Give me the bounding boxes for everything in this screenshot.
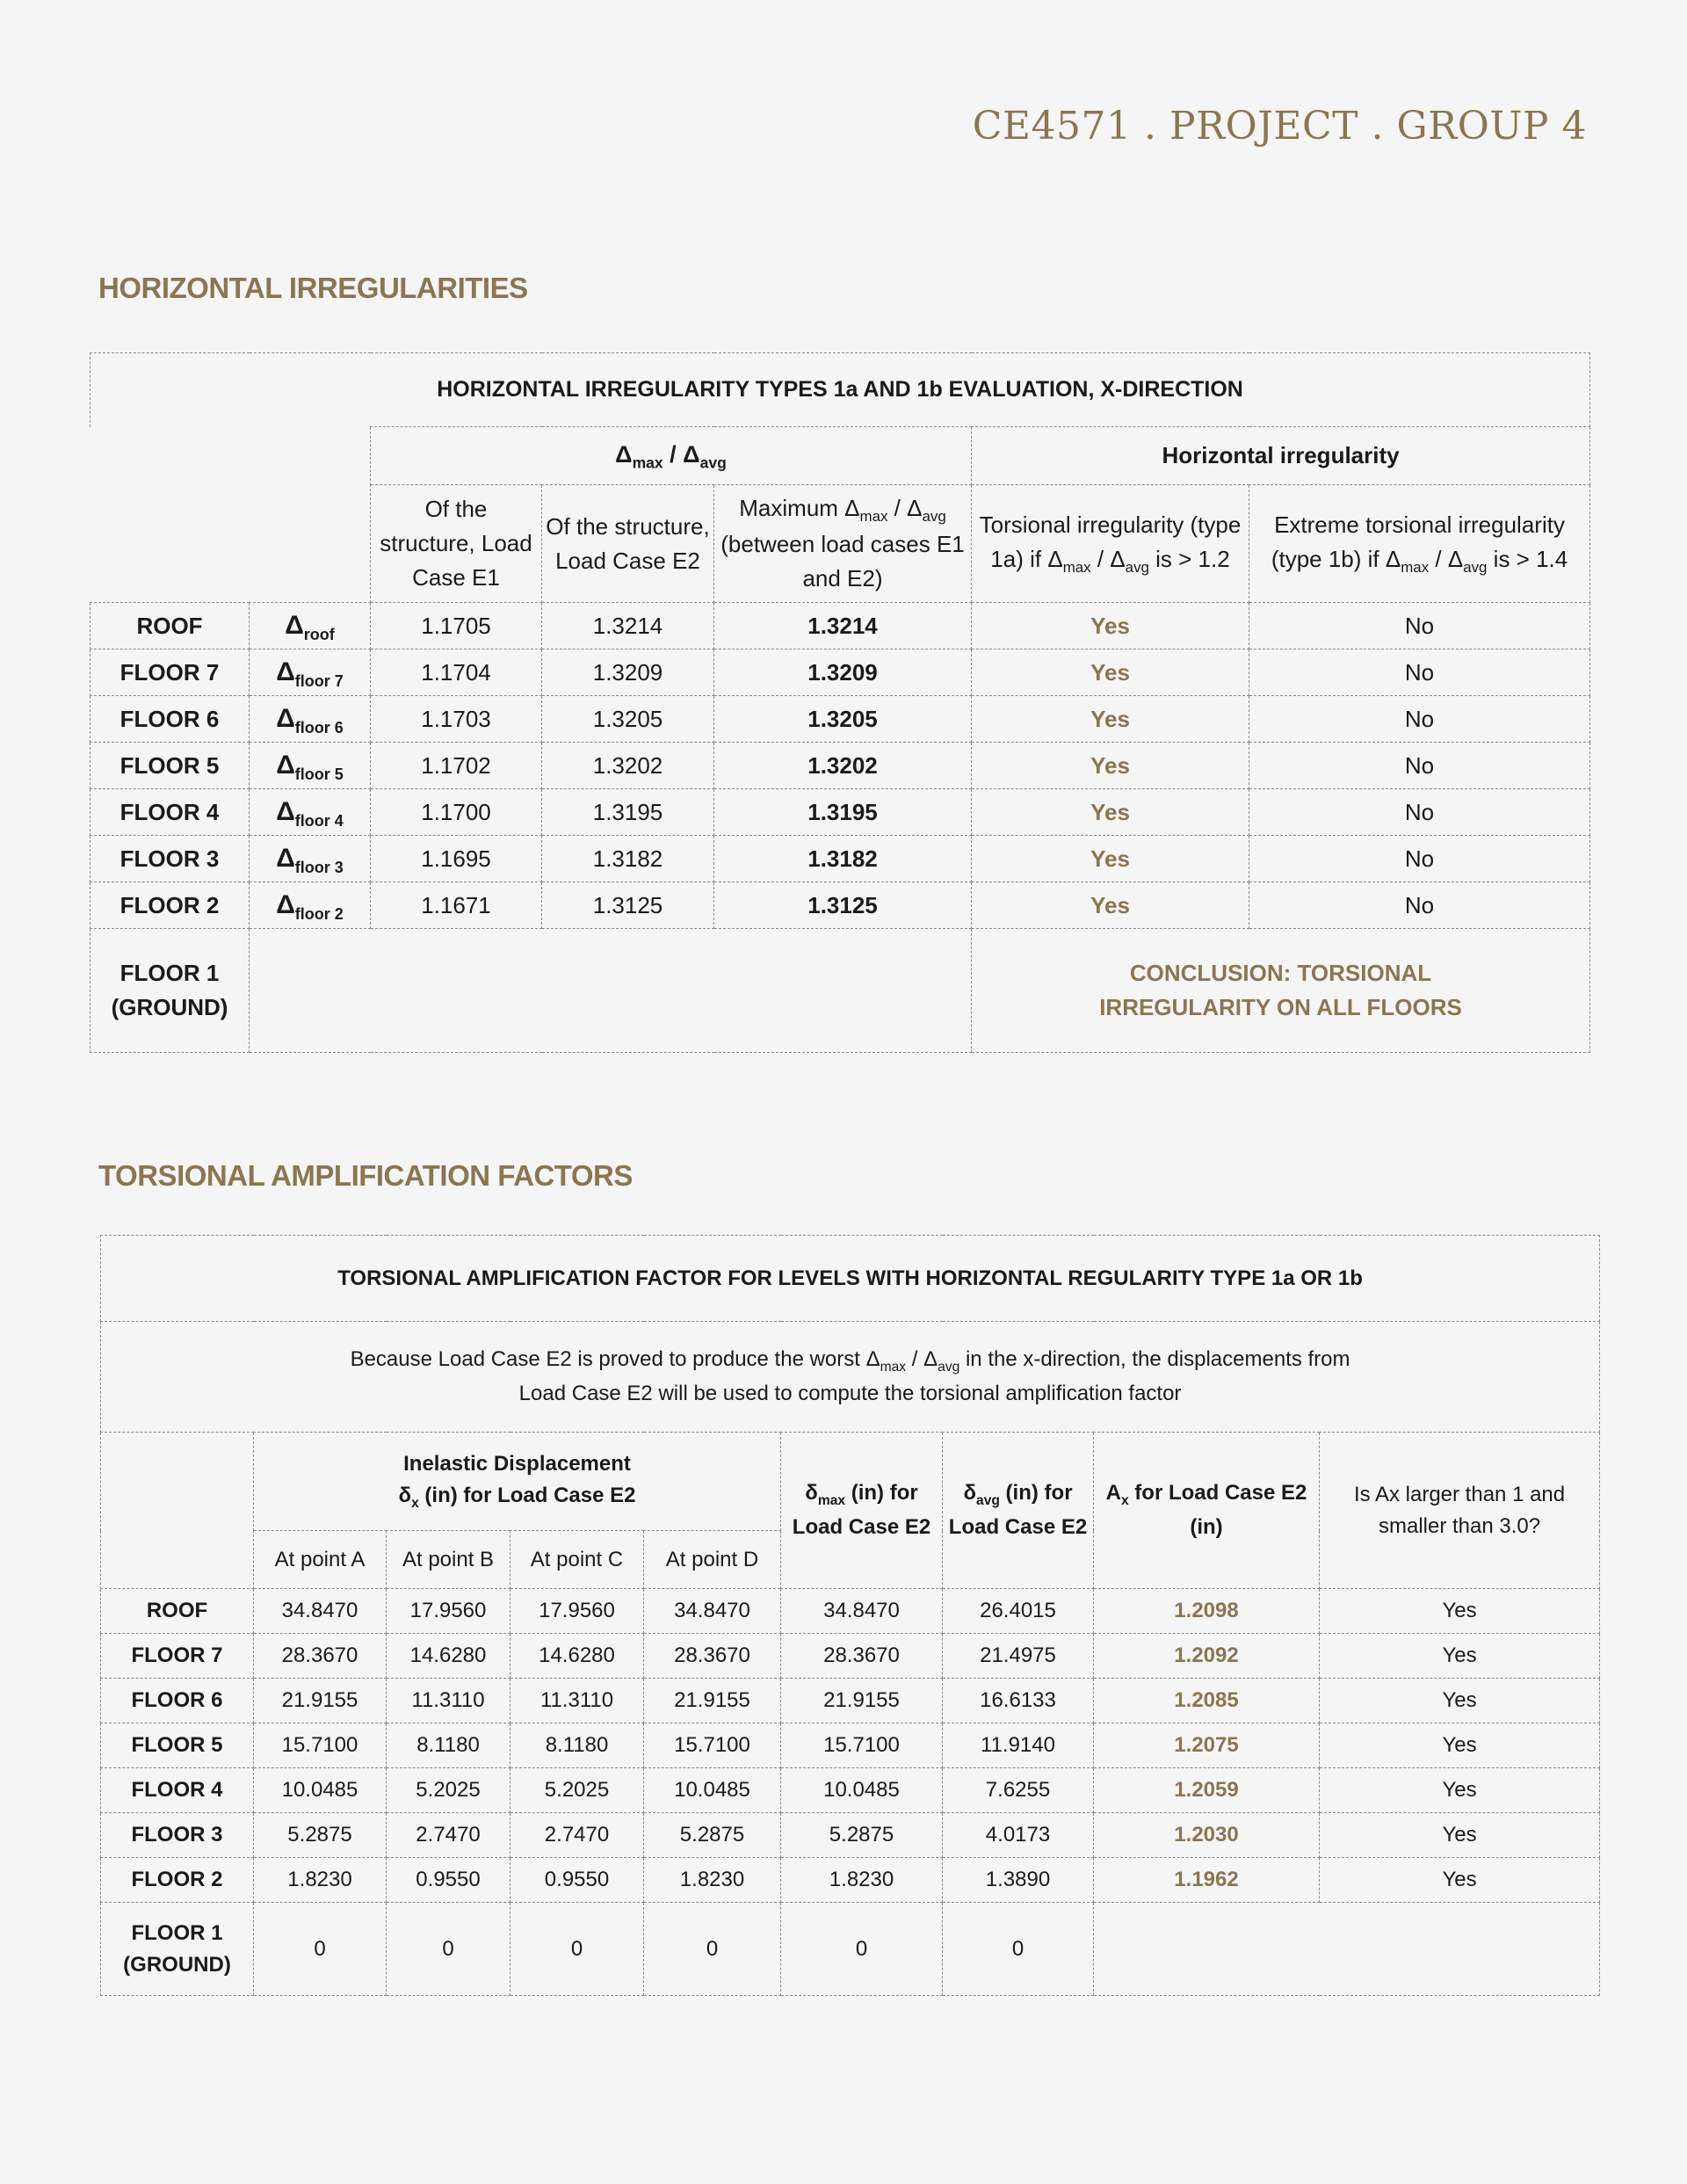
ratio-max-cell: 1.3214 (714, 603, 972, 649)
level-label: FLOOR 7 (91, 649, 250, 696)
table-title-row (91, 353, 1590, 427)
davg-cell: 4.0173 (943, 1813, 1094, 1858)
section-title-horizontal: HORIZONTAL IRREGULARITIES (98, 272, 528, 304)
point-c-cell: 5.2025 (510, 1768, 644, 1813)
table-row (91, 696, 1590, 743)
type-1a-cell: Yes (972, 649, 1249, 696)
ratio-max-cell: 1.3182 (714, 836, 972, 882)
document-header: CE4571 . PROJECT . GROUP 4 (972, 104, 1587, 149)
point-b-header: At point B (387, 1531, 510, 1589)
type-1b-cell: No (1249, 649, 1590, 696)
point-a-header: At point A (254, 1531, 387, 1589)
davg-cell: 11.9140 (943, 1723, 1094, 1768)
point-d-header: At point D (644, 1531, 781, 1589)
ratio-e1-cell: 1.1700 (371, 789, 542, 836)
horizontal-irregularity-table (90, 352, 1590, 1053)
point-a-cell: 10.0485 (254, 1768, 387, 1813)
type-1b-cell: No (1249, 696, 1590, 743)
ax-check-cell: Yes (1320, 1768, 1600, 1813)
table-row (101, 1634, 1600, 1679)
ax-cell: 1.1962 (1094, 1858, 1320, 1903)
ratio-e1-cell: 1.1695 (371, 836, 542, 882)
point-b-cell: 17.9560 (387, 1589, 510, 1634)
empty-corner-cell (91, 427, 371, 603)
level-label: FLOOR 2 (91, 882, 250, 929)
ax-check-header: Is Ax larger than 1 and smaller than 3.0? (1320, 1433, 1600, 1589)
type-1b-cell: No (1249, 836, 1590, 882)
point-d-cell: 28.3670 (644, 1634, 781, 1679)
drift-symbol: $\Delta_{floor 5}$ (250, 743, 371, 789)
davg-cell: 26.4015 (943, 1589, 1094, 1634)
level-label: FLOOR 3 (101, 1813, 254, 1858)
davg-cell: 21.4975 (943, 1634, 1094, 1679)
dmax-header: $\delta_{max}$ (in) for Load Case E2 (781, 1433, 943, 1589)
table-row (101, 1768, 1600, 1813)
level-label: FLOOR 4 (101, 1768, 254, 1813)
ratio-e2-cell: 1.3195 (542, 789, 714, 836)
table-row (91, 649, 1590, 696)
type-1a-cell: Yes (972, 743, 1249, 789)
point-c-cell: 8.1180 (510, 1723, 644, 1768)
ratio-e1-cell: 1.1702 (371, 743, 542, 789)
point-d-cell: 10.0485 (644, 1768, 781, 1813)
ax-cell: 1.2075 (1094, 1723, 1320, 1768)
group-header-row (91, 427, 1590, 485)
drift-symbol: $\Delta_{floor 3}$ (250, 836, 371, 882)
table-row (101, 1723, 1600, 1768)
davg-cell: 1.3890 (943, 1858, 1094, 1903)
point-b-cell: 2.7470 (387, 1813, 510, 1858)
table-row (91, 603, 1590, 649)
level-label: FLOOR 2 (101, 1858, 254, 1903)
type-1a-cell: Yes (972, 603, 1249, 649)
ratio-e2-cell: 1.3182 (542, 836, 714, 882)
ax-check-cell: Yes (1320, 1813, 1600, 1858)
table-row (91, 789, 1590, 836)
col-header-max: Maximum $\Delta_{max} / \Delta_{avg}$ (between load cases E1 and E2) (714, 485, 972, 603)
torsional-amplification-table (100, 1235, 1600, 1996)
point-c-cell: 11.3110 (510, 1679, 644, 1723)
ground-level-label: FLOOR 1 (GROUND) (91, 929, 250, 1053)
drift-symbol: $\Delta_{floor 2}$ (250, 882, 371, 929)
ratio-e1-cell: 1.1705 (371, 603, 542, 649)
point-c-cell: 2.7470 (510, 1813, 644, 1858)
table-row (101, 1858, 1600, 1903)
davg-header: $\delta_{avg}$ (in) for Load Case E2 (943, 1433, 1094, 1589)
ground-row (91, 929, 1590, 1053)
point-b-cell: 8.1180 (387, 1723, 510, 1768)
dmax-cell: 28.3670 (781, 1634, 943, 1679)
ax-check-cell: Yes (1320, 1679, 1600, 1723)
type-1a-cell: Yes (972, 882, 1249, 929)
ax-header: $A_x$ for Load Case E2 (in) (1094, 1433, 1320, 1589)
dmax-cell: 10.0485 (781, 1768, 943, 1813)
dmax-cell: 34.8470 (781, 1589, 943, 1634)
point-a-cell: 15.7100 (254, 1723, 387, 1768)
col-header-type-1a: Torsional irregularity (type 1a) if $\Delta_{max} / \Delta_{avg}$ is > 1.2 (972, 485, 1249, 603)
point-d-cell: 21.9155 (644, 1679, 781, 1723)
ax-check-cell: Yes (1320, 1589, 1600, 1634)
table-row (101, 1813, 1600, 1858)
ratio-e2-cell: 1.3209 (542, 649, 714, 696)
ratio-max-cell: 1.3205 (714, 696, 972, 743)
point-b-cell: 14.6280 (387, 1634, 510, 1679)
point-c-cell: 14.6280 (510, 1634, 644, 1679)
level-label: FLOOR 5 (101, 1723, 254, 1768)
ax-cell: 1.2098 (1094, 1589, 1320, 1634)
ground-point-a: 0 (254, 1903, 387, 1996)
table-title: HORIZONTAL IRREGULARITY TYPES 1a AND 1b EVALUATION, X-DIRECTION (91, 353, 1590, 427)
ratio-group-header: $\Delta_{max} / \Delta_{avg}$ (371, 427, 972, 485)
ratio-e2-cell: 1.3205 (542, 696, 714, 743)
level-label: FLOOR 4 (91, 789, 250, 836)
point-a-cell: 21.9155 (254, 1679, 387, 1723)
ground-empty-cell (1094, 1903, 1600, 1996)
point-c-cell: 17.9560 (510, 1589, 644, 1634)
note-cell: Because Load Case E2 is proved to produce the worst $\Delta_{max} / \Delta_{avg}$ in the x-direction, the displacements from Load Case E2 will be used to compute the torsional amplification factor (101, 1322, 1600, 1433)
point-c-cell: 0.9550 (510, 1858, 644, 1903)
empty-corner-cell (101, 1433, 254, 1589)
point-a-cell: 34.8470 (254, 1589, 387, 1634)
point-a-cell: 28.3670 (254, 1634, 387, 1679)
level-label: ROOF (101, 1589, 254, 1634)
ax-cell: 1.2059 (1094, 1768, 1320, 1813)
group-header-row (101, 1433, 1600, 1531)
ax-cell: 1.2092 (1094, 1634, 1320, 1679)
drift-symbol: $\Delta_{roof}$ (250, 603, 371, 649)
point-c-header: At point C (510, 1531, 644, 1589)
ground-row (101, 1903, 1600, 1996)
ground-empty-cell (250, 929, 972, 1053)
conclusion-cell: CONCLUSION: TORSIONAL IRREGULARITY ON ALL FLOORS (972, 929, 1590, 1053)
type-1a-cell: Yes (972, 836, 1249, 882)
ratio-max-cell: 1.3209 (714, 649, 972, 696)
point-d-cell: 15.7100 (644, 1723, 781, 1768)
level-label: FLOOR 3 (91, 836, 250, 882)
level-label: FLOOR 6 (91, 696, 250, 743)
drift-symbol: $\Delta_{floor 7}$ (250, 649, 371, 696)
level-label: FLOOR 5 (91, 743, 250, 789)
table-row (91, 836, 1590, 882)
point-b-cell: 0.9550 (387, 1858, 510, 1903)
ax-cell: 1.2085 (1094, 1679, 1320, 1723)
point-d-cell: 5.2875 (644, 1813, 781, 1858)
ax-check-cell: Yes (1320, 1634, 1600, 1679)
drift-symbol: $\Delta_{floor 6}$ (250, 696, 371, 743)
type-1b-cell: No (1249, 603, 1590, 649)
section-title-torsional: TORSIONAL AMPLIFICATION FACTORS (98, 1159, 633, 1192)
ratio-e2-cell: 1.3214 (542, 603, 714, 649)
col-header-e2: Of the structure, Load Case E2 (542, 485, 714, 603)
dmax-cell: 1.8230 (781, 1858, 943, 1903)
type-1b-cell: No (1249, 789, 1590, 836)
irregularity-group-header: Horizontal irregularity (972, 427, 1590, 485)
type-1b-cell: No (1249, 743, 1590, 789)
type-1a-cell: Yes (972, 789, 1249, 836)
ratio-e2-cell: 1.3125 (542, 882, 714, 929)
table-row (91, 743, 1590, 789)
dmax-cell: 15.7100 (781, 1723, 943, 1768)
ground-level-label: FLOOR 1 (GROUND) (101, 1903, 254, 1996)
davg-cell: 7.6255 (943, 1768, 1094, 1813)
table-row (101, 1589, 1600, 1634)
ground-point-d: 0 (644, 1903, 781, 1996)
type-1a-cell: Yes (972, 696, 1249, 743)
ratio-max-cell: 1.3202 (714, 743, 972, 789)
level-label: FLOOR 7 (101, 1634, 254, 1679)
drift-symbol: $\Delta_{floor 4}$ (250, 789, 371, 836)
ax-check-cell: Yes (1320, 1723, 1600, 1768)
ground-dmax: 0 (781, 1903, 943, 1996)
dmax-cell: 21.9155 (781, 1679, 943, 1723)
point-b-cell: 11.3110 (387, 1679, 510, 1723)
note-row (101, 1322, 1600, 1433)
ax-cell: 1.2030 (1094, 1813, 1320, 1858)
ratio-e1-cell: 1.1671 (371, 882, 542, 929)
point-d-cell: 1.8230 (644, 1858, 781, 1903)
type-1b-cell: No (1249, 882, 1590, 929)
col-header-e1: Of the structure, Load Case E1 (371, 485, 542, 603)
point-a-cell: 5.2875 (254, 1813, 387, 1858)
ratio-e1-cell: 1.1704 (371, 649, 542, 696)
ratio-max-cell: 1.3125 (714, 882, 972, 929)
inelastic-group-header: Inelastic Displacement $\delta_x$ (in) for Load Case E2 (254, 1433, 781, 1531)
table-row (101, 1679, 1600, 1723)
ground-point-b: 0 (387, 1903, 510, 1996)
point-a-cell: 1.8230 (254, 1858, 387, 1903)
ratio-e2-cell: 1.3202 (542, 743, 714, 789)
point-d-cell: 34.8470 (644, 1589, 781, 1634)
ax-check-cell: Yes (1320, 1858, 1600, 1903)
ground-davg: 0 (943, 1903, 1094, 1996)
col-header-type-1b: Extreme torsional irregularity (type 1b) if $\Delta_{max} / \Delta_{avg}$ is > 1.4 (1249, 485, 1590, 603)
level-label: ROOF (91, 603, 250, 649)
level-label: FLOOR 6 (101, 1679, 254, 1723)
table-title: TORSIONAL AMPLIFICATION FACTOR FOR LEVELS WITH HORIZONTAL REGULARITY TYPE 1a OR 1b (101, 1236, 1600, 1322)
table-title-row (101, 1236, 1600, 1322)
point-b-cell: 5.2025 (387, 1768, 510, 1813)
ground-point-c: 0 (510, 1903, 644, 1996)
davg-cell: 16.6133 (943, 1679, 1094, 1723)
ratio-max-cell: 1.3195 (714, 789, 972, 836)
table-row (91, 882, 1590, 929)
ratio-e1-cell: 1.1703 (371, 696, 542, 743)
dmax-cell: 5.2875 (781, 1813, 943, 1858)
